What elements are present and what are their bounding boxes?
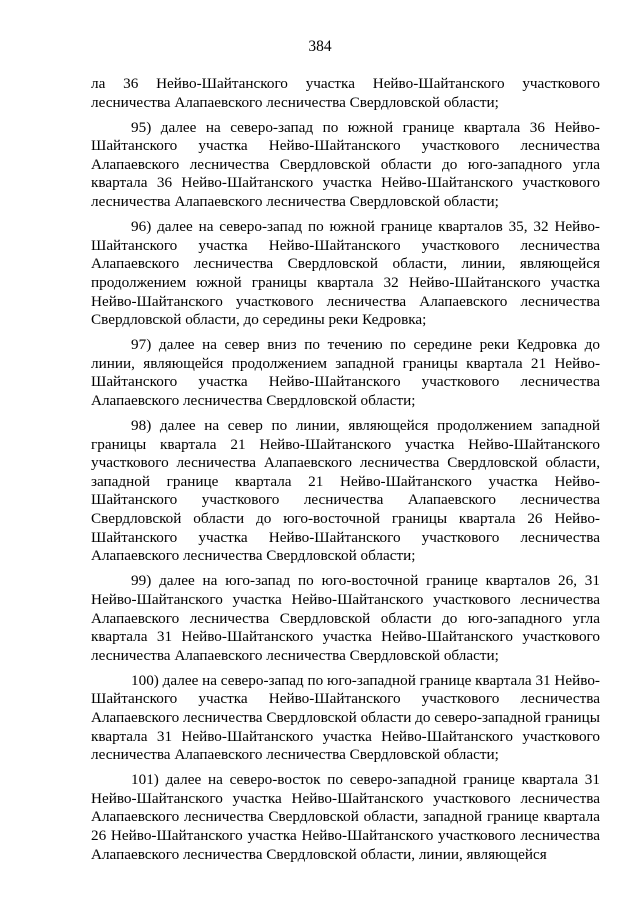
- paragraph-item-98: 98) далее на север по линии, являющейся продолжением западной границы квартала 21 Нейво-Шайтанского участка Нейво-Шайтанского участкового лесничества Алапаевского лесничества Свердловской области, западной границе квартала 21 Нейво-Шайтанского участка Нейво-Шайтанского участкового лесничества Алапаевского лесничества Свердловской области до юго-восточной границы квартала 26 Нейво-Шайтанского участка Нейво-Шайтанского участкового лесничества Алапаевского лесничества Свердловской области;: [91, 417, 600, 565]
- paragraph-item-99: 99) далее на юго-запад по юго-восточной границе кварталов 26, 31 Нейво-Шайтанского участка Нейво-Шайтанского участкового лесничества Алапаевского лесничества Свердловской области до юго-западного угла квартала 31 Нейво-Шайтанского участка Нейво-Шайтанского участкового лесничества Алапаевского лесничества Свердловской области;: [91, 572, 600, 664]
- paragraph-item-96: 96) далее на северо-запад по южной границе кварталов 35, 32 Нейво-Шайтанского участка Нейво-Шайтанского участкового лесничества Алапаевского лесничества Свердловской области, линии, являющейся продолжением южной границы квартала 32 Нейво-Шайтанского участка Нейво-Шайтанского участкового лесничества Алапаевского лесничества Свердловской области, до середины реки Кедровка;: [91, 218, 600, 329]
- document-body: [91, 75, 600, 871]
- paragraph-item-97: 97) далее на север вниз по течению по середине реки Кедровка до линии, являющейся продолжением западной границы квартала 21 Нейво-Шайтанского участка Нейво-Шайтанского участкового лесничества Алапаевского лесничества Свердловской области;: [91, 336, 600, 409]
- paragraph-item-95: 95) далее на северо-запад по южной границе квартала 36 Нейво-Шайтанского участка Нейво-Шайтанского участкового лесничества Алапаевского лесничества Свердловской области до юго-западного угла квартала 36 Нейво-Шайтанского участка Нейво-Шайтанского участкового лесничества Алапаевского лесничества Свердловской области;: [91, 118, 600, 211]
- paragraph-item-100: 100) далее на северо-запад по юго-западной границе квартала 31 Нейво-Шайтанского участка Нейво-Шайтанского участкового лесничества Алапаевского лесничества Свердловской области до северо-западной границы квартала 31 Нейво-Шайтанского участка Нейво-Шайтанского участкового лесничества Алапаевского лесничества Свердловской области;: [91, 671, 600, 764]
- paragraph-continuation: ла 36 Нейво-Шайтанского участка Нейво-Шайтанского участкового лесничества Алапаевского лесничества Свердловской области;: [91, 75, 600, 111]
- page-number: 384: [308, 38, 332, 55]
- paragraph-item-101: 101) далее на северо-восток по северо-западной границе квартала 31 Нейво-Шайтанского участка Нейво-Шайтанского участкового лесничества Алапаевского лесничества Свердловской области, западной границе квартала 26 Нейво-Шайтанского участка Нейво-Шайтанского участкового лесничества Алапаевского лесничества Свердловской области, линии, являющейся: [91, 771, 600, 863]
